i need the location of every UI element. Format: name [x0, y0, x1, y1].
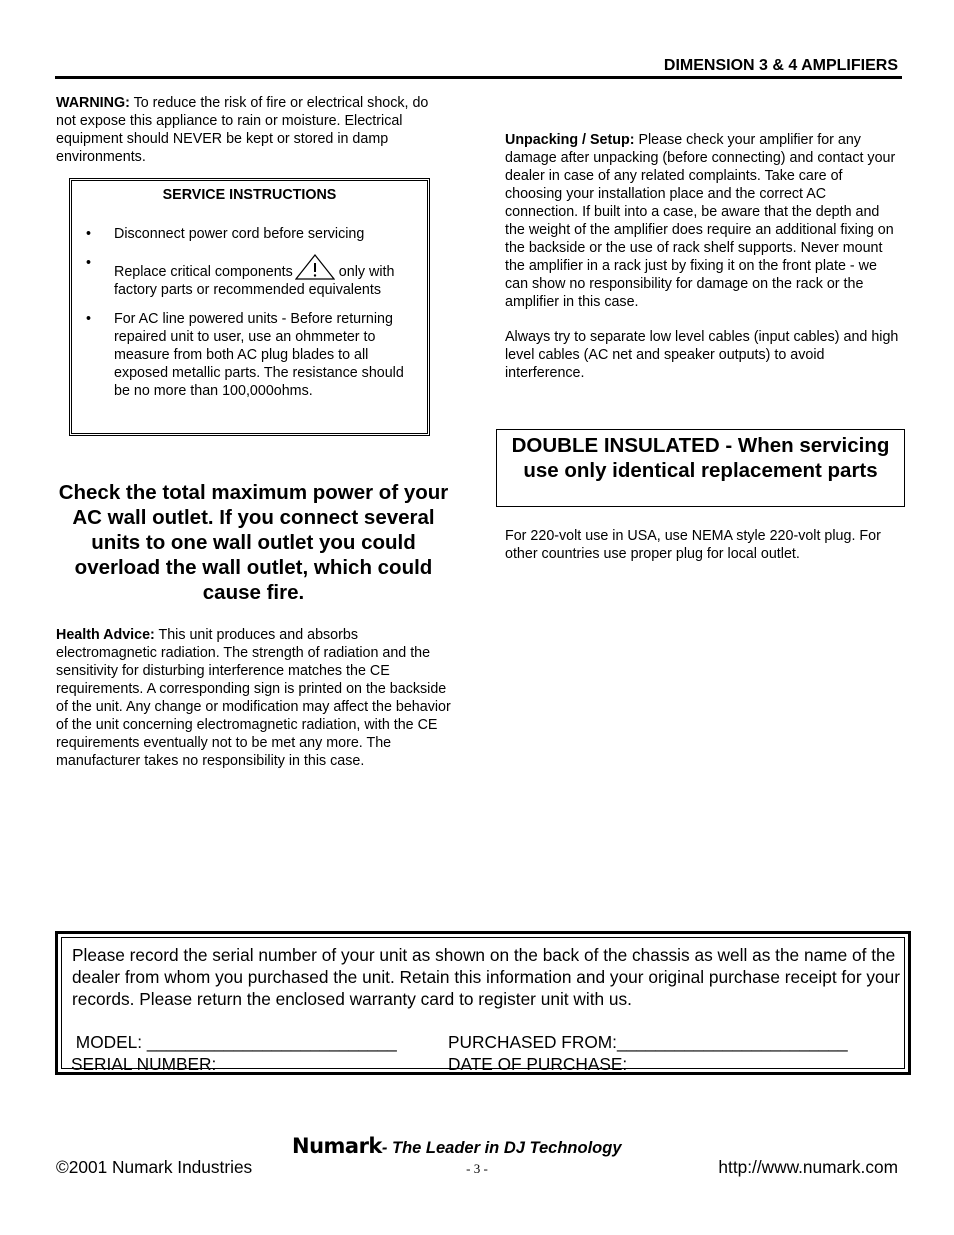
date-of-purchase-field: DATE OF PURCHASE:________________________: [448, 1054, 858, 1074]
service-item-ac-line: For AC line powered units - Before returning repaired unit to user, use an ohmmeter to measure from both AC plug blades to all exposed metallic parts. The resistance should be no more than 100,000ohms.: [114, 311, 404, 399]
list-item: [86, 254, 416, 299]
record-info-box: [55, 931, 911, 1075]
cables-paragraph: Always try to separate low level cables (input cables) and high level cables (AC net and speaker outputs) to avoid interference.: [505, 329, 899, 381]
double-insulated-box: DOUBLE INSULATED - When servicing use only identical replacement parts: [496, 429, 905, 507]
record-info-inner-border: [61, 937, 905, 1074]
numark-logo: Numark: [292, 1134, 382, 1158]
list-item: [86, 310, 416, 400]
warning-triangle-icon: [295, 254, 335, 280]
serial-number-field: SERIAL NUMBER:___________________: [71, 1054, 399, 1074]
health-advice-label: Health Advice:: [56, 627, 155, 643]
page-number: - 3 -: [466, 1161, 488, 1176]
unpacking-paragraph: [505, 131, 900, 311]
footer-url: http://www.numark.com: [718, 1157, 898, 1177]
service-instructions-title: SERVICE INSTRUCTIONS: [162, 187, 337, 203]
service-instructions-list: [86, 225, 416, 411]
plug-note-paragraph: For 220-volt use in USA, use NEMA style 220-volt plug. For other countries use proper plug for local outlet.: [505, 528, 881, 562]
service-item-replace-after: only with factory parts or recommended equivalents: [114, 264, 395, 298]
warning-paragraph: [56, 94, 451, 166]
bullet: •: [86, 311, 92, 327]
tagline-text: - The Leader in DJ Technology: [381, 1139, 622, 1157]
service-item-disconnect: Disconnect power cord before servicing: [114, 226, 365, 242]
footer-tagline: [292, 1134, 792, 1158]
bullet: •: [86, 226, 92, 242]
health-advice-paragraph: [56, 626, 451, 770]
header-rule: [55, 76, 902, 79]
service-instructions-box: [69, 178, 430, 436]
unpacking-label: Unpacking / Setup:: [505, 132, 635, 148]
purchased-from-field: PURCHASED FROM:________________________: [448, 1032, 848, 1052]
warning-text: To reduce the risk of fire or electrical shock, do not expose this appliance to rain or moisture. Electrical equipment should NEVER be kept or stored in damp environments.: [56, 95, 429, 165]
warning-label: WARNING:: [56, 95, 130, 111]
unpacking-text: Please check your amplifier for any damage after unpacking (before connecting) and contact your dealer in case of any related complaints. Take care of choosing your installation place and the correct AC connection. If built into a case, be aware that the depth and the weight of the amplifier does require an additional fixing on the backside or the use of rack shelf supports. Never mount the amplifier in a rack just by fixing it on the front plate - we can show no responsibility for damage on the rack or the amplifier in this case.: [505, 132, 896, 310]
page-header-title: DIMENSION 3 & 4 AMPLIFIERS: [663, 57, 898, 74]
bullet: •: [86, 255, 92, 271]
record-instructions: Please record the serial number of your unit as shown on the back of the chassis as well as the name of the dealer from whom you purchased the unit. Retain this information and your original purchase receipt for your records. Please return the enclosed warranty card to register unit with us.: [72, 945, 901, 1009]
service-item-replace-before: Replace critical components: [114, 264, 293, 280]
footer-copyright: ©2001 Numark Industries: [56, 1157, 253, 1177]
health-advice-text: This unit produces and absorbs electromagnetic radiation. The strength of radiation and the sensitivity for disturbing interference matches the CE requirements. A corresponding sign is printed on the backside of the unit. Any change or modification may affect the behavior of the unit concerning electromagnetic radiation, with the CE requirements eventually not to be met any more. The manufacturer takes no responsibility in this case.: [56, 627, 451, 769]
list-item: [86, 225, 416, 243]
model-field: MODEL: __________________________: [71, 1032, 397, 1052]
overload-warning: Check the total maximum power of your AC wall outlet. If you connect several units to one wall outlet you could overload the wall outlet, which could cause fire.: [58, 481, 449, 604]
